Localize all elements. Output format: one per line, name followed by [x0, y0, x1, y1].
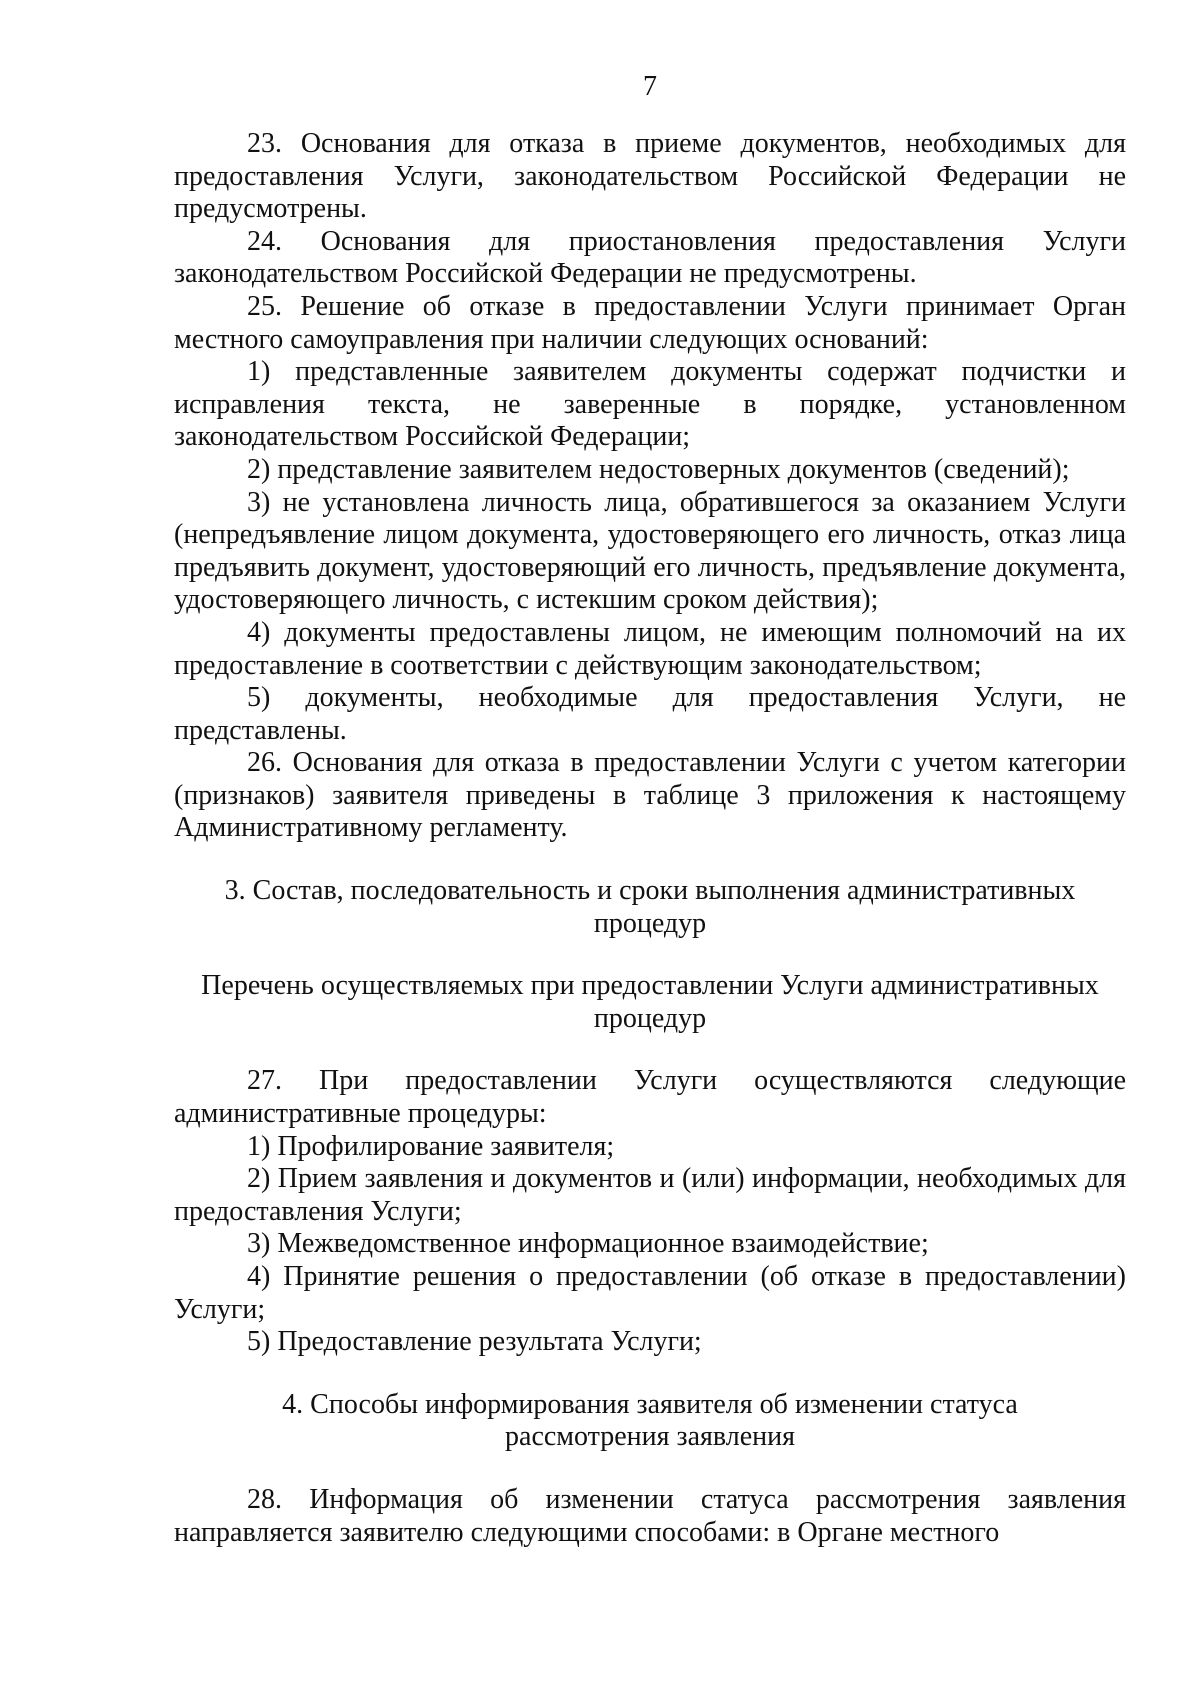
- paragraph-28: 28. Информация об изменении статуса рассмотрения заявления направляется заявителю следующими способами: в Органе местного: [174, 1483, 1126, 1548]
- paragraph-25-item-3: 3) не установлена личность лица, обратившегося за оказанием Услуги (непредъявление лицом документа, удостоверяющего его личность, отказ лица предъявить документ, удостоверяющий его личность, предъявление документа, удостоверяющего личность, с истекшим сроком действия);: [174, 486, 1126, 616]
- paragraph-27: 27. При предоставлении Услуги осуществляются следующие административные процедуры:: [174, 1065, 1126, 1130]
- paragraph-23: 23. Основания для отказа в приеме документов, необходимых для предоставления Услуги, законодательством Российской Федерации не предусмотрены.: [174, 128, 1126, 225]
- paragraph-25-item-2: 2) представление заявителем недостоверных документов (сведений);: [247, 453, 1070, 485]
- section-4-heading-line-1: 4. Способы информирования заявителя об изменении статуса: [282, 1388, 1018, 1420]
- paragraph-27-item-2: 2) Прием заявления и документов и (или) информации, необходимых для предоставления Услуги;: [174, 1163, 1126, 1227]
- section-4-heading: [174, 1389, 1126, 1454]
- section-4-heading-line-2: рассмотрения заявления: [505, 1421, 795, 1453]
- paragraph-25-item-5: 5) документы, необходимые для предоставления Услуги, не представлены.: [174, 682, 1126, 746]
- paragraph-27-item-4: 4) Принятие решения о предоставлении (об отказе в предоставлении) Услуги;: [174, 1261, 1126, 1325]
- paragraph-25: 25. Решение об отказе в предоставлении Услуги принимает Орган местного самоуправления при наличии следующих оснований:: [174, 290, 1126, 355]
- subsection-heading-line-2: процедур: [593, 1002, 707, 1034]
- paragraph-27-item-1: 1) Профилирование заявителя;: [247, 1130, 615, 1162]
- section-3-heading: [174, 875, 1126, 940]
- paragraph-25-item-1: 1) представленные заявителем документы содержат подчистки и исправления текста, не заверенные в порядке, установленном законодательством Российской Федерации;: [174, 356, 1126, 453]
- section-3-heading-line-1: 3. Состав, последовательность и сроки выполнения административных: [224, 875, 1076, 907]
- section-3-heading-line-2: процедур: [593, 907, 707, 939]
- page-number: 7: [643, 71, 657, 102]
- document-body: [174, 128, 1126, 1549]
- paragraph-26: 26. Основания для отказа в предоставлении Услуги с учетом категории (признаков) заявителя приведены в таблице 3 приложения к настоящему Административному регламенту.: [174, 747, 1126, 844]
- paragraph-25-item-4: 4) документы предоставлены лицом, не имеющим полномочий на их предоставление в соответствии с действующим законодательством;: [174, 616, 1126, 681]
- paragraph-27-item-5: 5) Предоставление результата Услуги;: [247, 1326, 702, 1358]
- subsection-heading: [174, 970, 1126, 1035]
- paragraph-27-item-3: 3) Межведомственное информационное взаимодействие;: [247, 1228, 929, 1260]
- paragraph-24: 24. Основания для приостановления предоставления Услуги законодательством Российской Федерации не предусмотрены.: [174, 225, 1126, 290]
- subsection-heading-line-1: Перечень осуществляемых при предоставлении Услуги административных: [201, 970, 1099, 1002]
